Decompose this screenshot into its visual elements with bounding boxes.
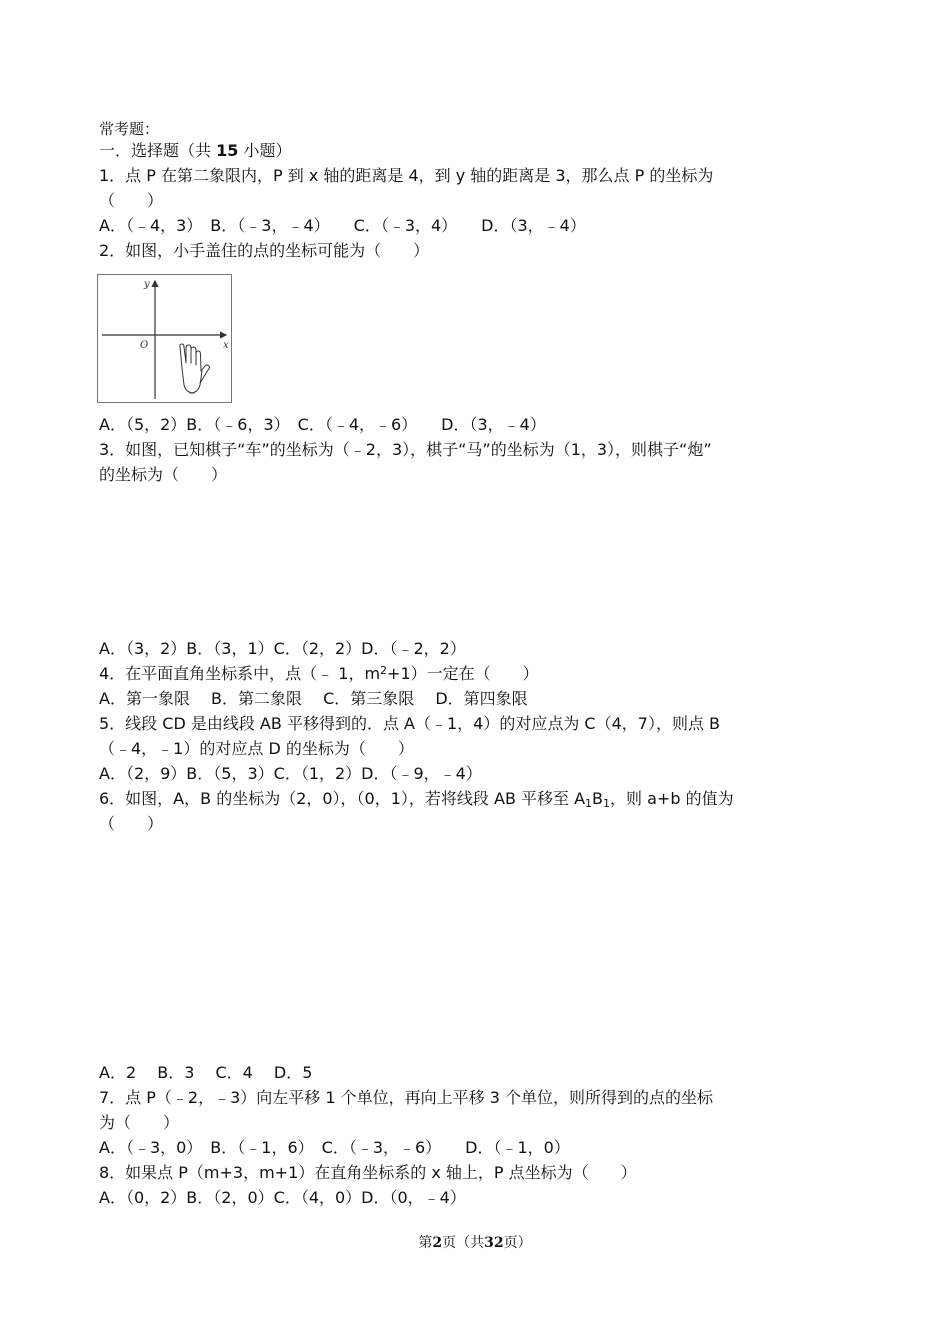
q2-options: A．（5，2）B．（﹣6，3） C．（﹣4，﹣6） D．（3，﹣4） bbox=[99, 415, 546, 434]
q6-sub-b: 1 bbox=[603, 797, 611, 810]
q7-text: 7．点 P（﹣2，﹣3）向左平移 1 个单位，再向上平移 3 个单位，则所得到的点的坐标 bbox=[99, 1088, 713, 1107]
footer-total-pages: 32 bbox=[484, 1235, 504, 1251]
q3-text-cont: 的坐标为（ ） bbox=[99, 465, 228, 484]
q4-text-after: +1）一定在（ ） bbox=[387, 664, 539, 683]
q6-point-b: B bbox=[592, 789, 604, 808]
q3-options: A．（3，2）B．（3，1）C．（2，2）D．（﹣2，2） bbox=[99, 639, 466, 658]
q6-options: A．2 B．3 C．4 D．5 bbox=[99, 1063, 313, 1082]
q5-options: A．（2，9）B．（5，3）C．（1，2）D．（﹣9，﹣4） bbox=[99, 764, 482, 783]
hand-icon bbox=[180, 344, 210, 393]
q6-text-after: ，则 a+b 的值为 bbox=[610, 789, 734, 808]
origin-label: O bbox=[140, 340, 149, 351]
q5-text-cont: （﹣4，﹣1）的对应点 D 的坐标为（ ） bbox=[99, 739, 414, 758]
q7-options: A．（﹣3，0） B．（﹣1，6） C．（﹣3，﹣6） D．（﹣1，0） bbox=[99, 1138, 570, 1157]
q1-options: A．（﹣4，3） B．（﹣3，﹣4） C．（﹣3，4） D．（3，﹣4） bbox=[99, 216, 586, 235]
q1-blank: （ ） bbox=[99, 191, 164, 210]
footer-suffix: 页） bbox=[503, 1235, 532, 1251]
x-axis-label: x bbox=[223, 340, 229, 351]
q4-options: A．第一象限 B．第二象限 C．第三象限 D．第四象限 bbox=[99, 689, 528, 708]
q8-text: 8．如果点 P（m+3，m+1）在直角坐标系的 x 轴上，P 点坐标为（ ） bbox=[99, 1163, 637, 1182]
q2-text: 2．如图，小手盖住的点的坐标可能为（ ） bbox=[99, 241, 430, 260]
question-count: 15 bbox=[216, 141, 239, 160]
q7-text-cont: 为（ ） bbox=[99, 1113, 180, 1132]
q1-text: 1．点 P 在第二象限内，P 到 x 轴的距离是 4，到 y 轴的距离是 3，那么点 P 的坐标为 bbox=[99, 166, 714, 185]
section-prefix: 一．选择题（共 bbox=[99, 141, 217, 160]
q6-sub-a: 1 bbox=[585, 797, 593, 810]
q8-options: A．（0，2）B．（2，0）C．（4，0）D．（0，﹣4） bbox=[99, 1188, 466, 1207]
q6-text bbox=[99, 788, 734, 810]
q4-text-before: 4．在平面直角坐标系中，点（﹣ 1，m bbox=[99, 664, 381, 683]
q2-figure bbox=[97, 274, 232, 403]
q5-text: 5．线段 CD 是由线段 AB 平移得到的．点 A（﹣1，4）的对应点为 C（4，7），则点 B bbox=[99, 714, 721, 733]
footer-page-number: 2 bbox=[432, 1235, 443, 1251]
footer-prefix: 第 bbox=[418, 1235, 433, 1251]
q3-text: 3．如图，已知棋子“车”的坐标为（﹣2，3），棋子“马”的坐标为（1，3），则棋子“炮” bbox=[99, 440, 712, 459]
page-footer bbox=[0, 1232, 950, 1252]
q6-blank: （ ） bbox=[99, 814, 164, 833]
q4-exponent: 2 bbox=[380, 664, 388, 677]
q4-text bbox=[99, 663, 539, 685]
footer-mid: 页（共 bbox=[442, 1235, 485, 1251]
section-suffix: 小题） bbox=[238, 141, 292, 160]
intro-label: 常考题： bbox=[99, 120, 160, 138]
q6-text-before: 6．如图，A，B 的坐标为（2，0），（0，1），若将线段 AB 平移至 A bbox=[99, 789, 586, 808]
y-axis-label: y bbox=[144, 279, 150, 290]
section-heading bbox=[99, 140, 291, 162]
coordinate-plane bbox=[98, 275, 231, 402]
